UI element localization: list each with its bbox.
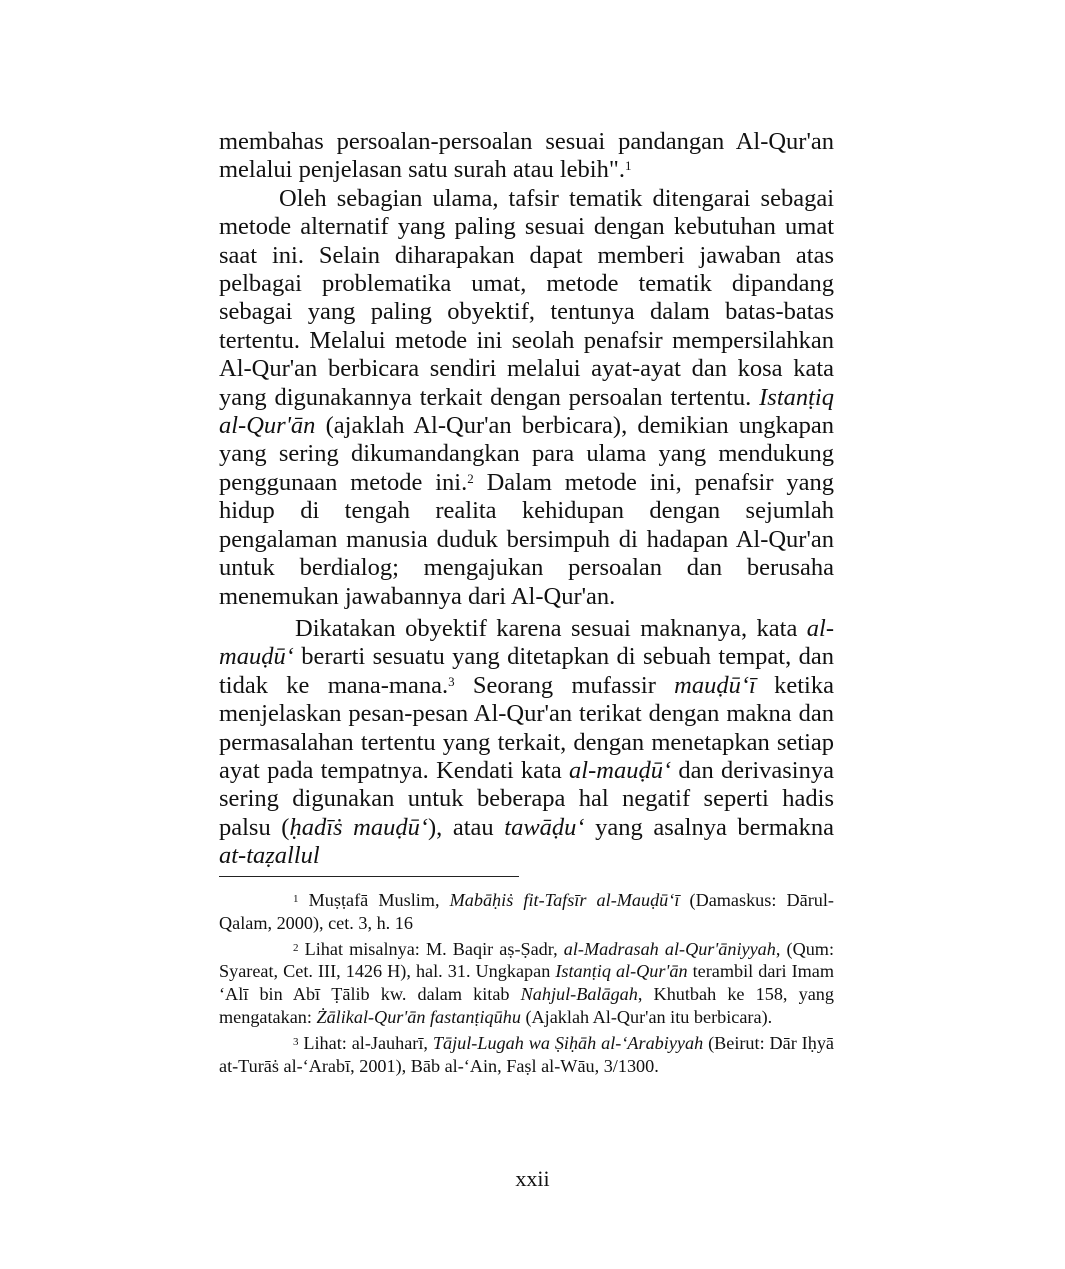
footnote-1 <box>219 889 834 935</box>
footnote-ref-2[interactable]: 2 <box>467 470 474 486</box>
text-run: (ajaklah Al-Qur'an berbicara), demikian ungkapan yang sering dikumandangkan para ulama yang mendukung penggunaan metode ini. <box>219 412 834 496</box>
text-run: ketika menjelaskan pesan-pesan Al-Qur'an terikat dengan makna dan permasalahan tertentu yang terkait, dengan menetapkan setiap ayat pada tempatnya. Kendati kata <box>219 671 834 784</box>
paragraph-2 <box>219 185 834 611</box>
text-run: Seorang mufassir <box>454 671 675 699</box>
text-run: Lihat: al-Jauharī, <box>298 1032 433 1053</box>
text-run: ), atau <box>428 813 505 841</box>
italic-term: Istanṭiq al-Qur'ān <box>219 383 834 440</box>
footnote-ref-1[interactable]: 1 <box>624 158 632 174</box>
text-run: Muṣṭafā Muslim, <box>298 890 450 910</box>
paragraph-3 <box>219 615 834 871</box>
italic-term: mauḍū‘ī <box>674 671 756 699</box>
italic-title: Istanṭiq al-Qur'ān <box>555 961 688 982</box>
text-run: dan derivasinya sering digunakan untuk beberapa hal negatif seperti hadis palsu ( <box>219 756 834 841</box>
text-run: (Damaskus: Dārul-Qalam, 2000), cet. 3, h. 16 <box>219 890 834 933</box>
footnote-number: 3 <box>293 1035 299 1048</box>
text-run: membahas persoalan-persoalan sesuai pandangan Al-Qur'an melalui penjelasan satu surah atau lebih". <box>219 128 834 184</box>
italic-title: Mabāḥiṡ fit-Tafsīr al-Mauḍū‘ī <box>449 890 680 910</box>
footnote-number: 1 <box>293 893 299 905</box>
text-run: Dalam metode ini, penafsir yang hidup di tengah realita kehidupan dengan sejumlah pengalaman manusia duduk bersimpuh di hadapan Al-Qur'an untuk berdialog; mengajukan persoalan dan berusaha menemukan jawabannya dari Al-Qur'an. <box>219 468 834 610</box>
text-run: Lihat misalnya: M. Baqir aṣ-Ṣadr, <box>298 938 564 959</box>
text-run: terambil dari Imam ‘Alī bin Abī Ṭālib kw. dalam kitab <box>219 961 834 1005</box>
text-run: yang asalnya bermakna <box>584 813 835 841</box>
text-run: (Beirut: Dār Iḥyā at-Turāṡ al-‘Arabī, 2001), Bāb al-‘Ain, Faṣl al-Wāu, 3/1300. <box>219 1032 834 1076</box>
text-run: (Ajaklah Al-Qur'an itu berbicara). <box>520 1006 773 1027</box>
main-text <box>219 128 834 871</box>
footnote-3 <box>219 1032 834 1078</box>
italic-title: al-Madrasah al-Qur'āniyyah <box>563 938 776 959</box>
italic-title: Tājul-Lugah wa Ṣiḥāh al-‘Arabiyyah <box>432 1032 704 1053</box>
footnote-2 <box>219 938 834 1029</box>
footnote-ref-3[interactable]: 3 <box>448 673 455 689</box>
footnote-separator <box>219 876 519 877</box>
italic-term: tawāḍu‘ <box>504 813 585 841</box>
italic-term: ḥadīṡ mauḍū‘ <box>289 813 428 841</box>
text-run: Dikatakan obyektif karena sesuai maknanya, kata <box>295 614 807 642</box>
italic-title: Nahjul-Balāgah <box>520 984 638 1005</box>
italic-term: at-taẓallul <box>219 842 320 870</box>
italic-title: Żālikal-Qur'ān fastanṭiqūhu <box>316 1006 521 1027</box>
text-run: , (Qum: Syareat, Cet. III, 1426 H), hal. 31. Ungkapan <box>219 938 835 982</box>
text-run: , Khutbah ke 158, yang mengatakan: <box>219 984 834 1027</box>
text-run: Oleh sebagian ulama, tafsir tematik ditengarai sebagai metode alternatif yang paling sesuai dengan kebutuhan umat saat ini. Selain diharapakan dapat memberi jawaban atas pelbagai problematika umat, metode tematik dipandang sebagai yang paling obyektif, tentunya dalam batas-batas tertentu. Melalui metode ini seolah penafsir mempersilahkan Al-Qur'an berbicara sendiri melalui ayat-ayat dan kosa kata yang digunakannya terkait dengan persoalan tertentu. <box>219 184 834 411</box>
italic-term: al-mauḍū‘ <box>569 756 672 784</box>
footnote-number: 2 <box>293 941 299 954</box>
paragraph-1 <box>219 128 834 185</box>
italic-term: al-mauḍū‘ <box>219 614 834 671</box>
page-number: xxii <box>515 1166 550 1191</box>
footnotes <box>219 889 834 1080</box>
text-run: berarti sesuatu yang ditetapkan di sebuah tempat, dan tidak ke mana-mana. <box>219 643 834 699</box>
